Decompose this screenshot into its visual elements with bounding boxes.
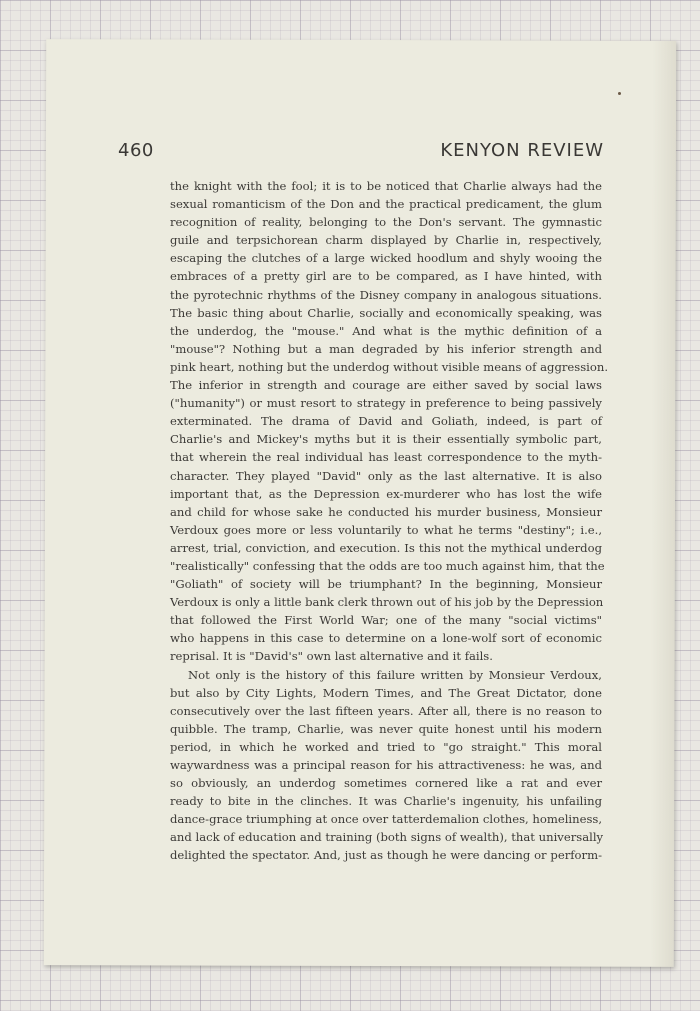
text-line: guile and terpsichorean charm displayed by Charlie in, respectively,: [170, 233, 602, 248]
text-line: exterminated. The drama of David and Goliath, indeed, is part of: [170, 414, 602, 429]
text-line: pink heart, nothing but the underdog without visible means of aggression.: [170, 359, 609, 374]
text-line: but also by City Lights, Modern Times, and The Great Dictator, done: [170, 685, 602, 700]
text-line: ready to bite in the clinches. It was Charlie's ingenuity, his unfailing: [170, 794, 602, 809]
text-line: embraces of a pretty girl are to be compared, as I have hinted, with: [170, 269, 602, 284]
text-line: The inferior in strength and courage are either saved by social laws: [170, 378, 602, 393]
text-line: so obviously, an underdog sometimes cornered like a rat and ever: [170, 776, 602, 791]
text-line: "Goliath" of society will be triumphant? In the beginning, Monsieur: [170, 577, 602, 592]
text-line: Verdoux is only a little bank clerk thrown out of his job by the Depression: [170, 595, 604, 610]
text-line: ("humanity") or must resort to strategy in preference to being passively: [170, 396, 602, 411]
text-line: Verdoux goes more or less voluntarily to what he terms "destiny"; i.e.,: [170, 522, 602, 537]
text-line: sexual romanticism of the Don and the practical predicament, the glum: [170, 197, 602, 212]
text-line: escaping the clutches of a large wicked hoodlum and shyly wooing the: [170, 251, 602, 266]
page-number: 460: [118, 140, 154, 161]
text-line: and child for whose sake he conducted his murder business, Monsieur: [170, 504, 602, 519]
text-line: the pyrotechnic rhythms of the Disney company in analogous situations.: [170, 287, 602, 302]
text-line: "mouse"? Nothing but a man degraded by his inferior strength and: [170, 341, 602, 356]
text-line: reprisal. It is "David's" own last alternative and it fails.: [170, 649, 493, 664]
page-edge-shadow: [650, 41, 676, 967]
text-line: that wherein the real individual has least correspondence to the myth-: [170, 450, 602, 465]
article-body: [170, 177, 609, 865]
text-line: arrest, trial, conviction, and execution. Is this not the mythical underdog: [170, 540, 602, 555]
text-line: important that, as the Depression ex-murderer who has lost the wife: [170, 486, 602, 501]
text-line: dance-grace triumphing at once over tatterdemalion clothes, homeliness,: [170, 812, 603, 827]
text-line: the underdog, the "mouse." And what is the mythic definition of a: [170, 323, 602, 338]
paper-speck: [618, 92, 621, 95]
journal-title: KENYON REVIEW: [440, 140, 604, 161]
text-line: waywardness was a principal reason for his attractiveness: he was, and: [170, 758, 602, 772]
text-line: Charlie's and Mickey's myths but it is their essentially symbolic part,: [170, 432, 602, 447]
text-line: character. They played "David" only as the last alternative. It is also: [170, 468, 602, 483]
text-line: that followed the First World War; one of the many "social victims": [170, 613, 602, 628]
text-line: "realistically" confessing that the odds are too much against him, that the: [170, 558, 605, 573]
text-line: delighted the spectator. And, just as though he were dancing or perform-: [170, 848, 602, 863]
text-line: Not only is the history of this failure written by Monsieur Verdoux,: [188, 667, 602, 682]
text-line: period, in which he worked and tried to "go straight." This moral: [170, 739, 602, 754]
text-line: consecutively over the last fifteen years. After all, there is no reason to: [170, 703, 602, 718]
page-header: [118, 140, 604, 166]
text-line: quibble. The tramp, Charlie, was never quite honest until his modern: [170, 721, 602, 736]
text-line: who happens in this case to determine on a lone-wolf sort of economic: [170, 631, 602, 646]
text-line: The basic thing about Charlie, socially and economically speaking, was: [170, 305, 602, 320]
text-line: and lack of education and training (both signs of wealth), that universally: [170, 830, 604, 845]
text-line: the knight with the fool; it is to be noticed that Charlie always had the: [170, 179, 602, 193]
text-line: recognition of reality, belonging to the Don's servant. The gymnastic: [170, 215, 602, 230]
